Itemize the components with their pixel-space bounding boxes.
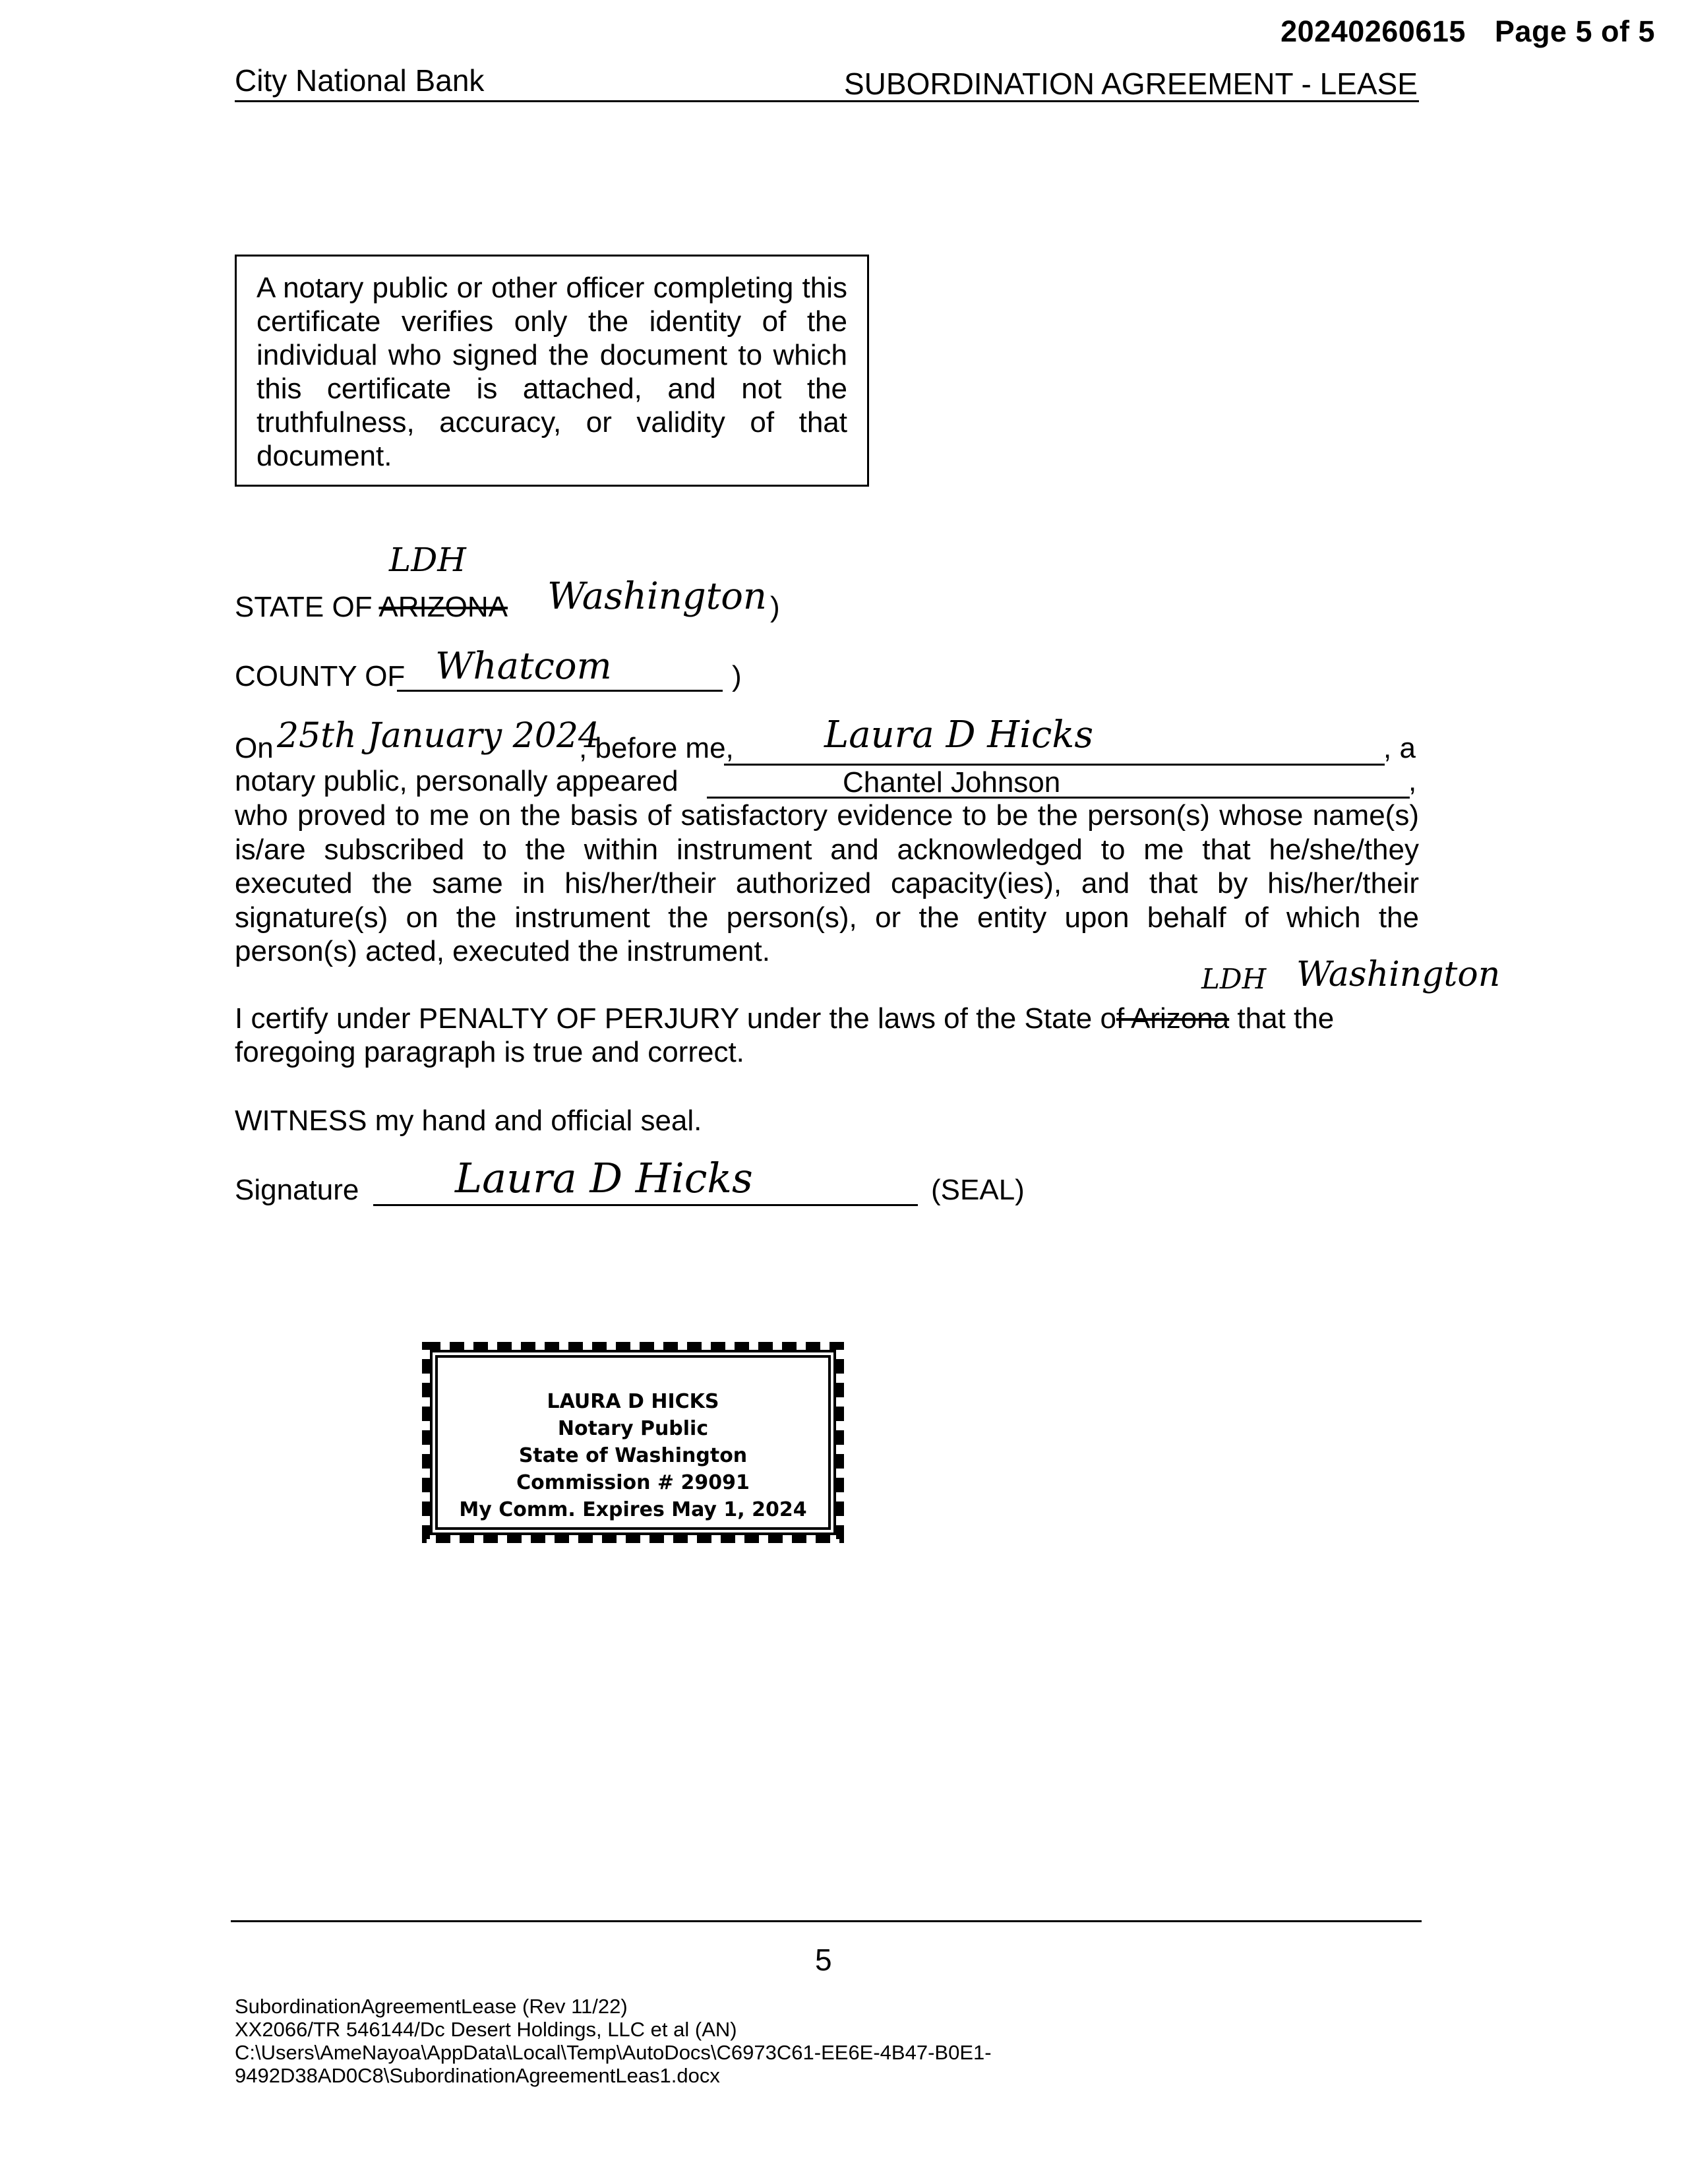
state-initials-handwritten: LDH — [389, 541, 466, 579]
document-title: SUBORDINATION AGREEMENT - LEASE — [844, 67, 1418, 101]
seal-label: (SEAL) — [931, 1174, 1025, 1206]
footer-info — [235, 1995, 992, 2087]
seal-expires: My Comm. Expires May 1, 2024 — [459, 1498, 807, 1521]
seal-state: State of Washington — [518, 1444, 748, 1467]
footer-line-2: XX2066/TR 546144/Dc Desert Holdings, LLC et al (AN) — [235, 2018, 737, 2041]
document-number-header — [1281, 15, 1655, 49]
header-rule — [235, 100, 1419, 102]
county-label: COUNTY OF — [235, 660, 406, 692]
seal-commission: Commission # 29091 — [516, 1471, 750, 1494]
notary-name-handwritten: Laura D Hicks — [824, 713, 1094, 756]
certify-handwritten: Washington — [1296, 955, 1501, 994]
recording-number: 20240260615 — [1281, 15, 1466, 48]
seal-name: LAURA D HICKS — [547, 1390, 719, 1413]
state-printed-struck: ARIZONA — [378, 591, 508, 623]
footer-line-1: SubordinationAgreementLease (Rev 11/22) — [235, 1995, 628, 2018]
certify-line-2: foregoing paragraph is true and correct. — [235, 1036, 744, 1068]
county-paren: ) — [732, 660, 742, 692]
appeared-name: Chantel Johnson — [843, 766, 1061, 799]
state-paren: ) — [770, 591, 780, 623]
seal-text-block — [435, 1355, 831, 1530]
signature-underline — [373, 1204, 918, 1206]
footer-line-3: C:\Users\AmeNayoa\AppData\Local\Temp\AutoDocs\C6973C61-EE6E-4B47-B0E1- — [235, 2041, 992, 2064]
certify-start: I certify under PENALTY OF PERJURY under the laws of the State o — [235, 1002, 1116, 1035]
notary-notice-box: A notary public or other officer completing this certificate verifies only the identity of the individual who signed the document to which this certificate is attached, and not the truthfulness, accuracy, or validity of that document. — [235, 255, 869, 487]
date-handwritten: 25th January 2024 — [277, 716, 601, 756]
county-underline — [397, 690, 723, 692]
notary-name-underline — [724, 764, 1385, 766]
signature-handwritten: Laura D Hicks — [455, 1154, 753, 1202]
certify-initials-handwritten: LDH — [1201, 963, 1267, 995]
certify-line-1 — [235, 1002, 1334, 1035]
acknowledgment-paragraph: who proved to me on the basis of satisfactory evidence to be the person(s) whose name(s) is/are subscribed to the within instrument and acknowledged to me that he/she/they executed the same in his/her/their authorized capacity(ies), and that by his/her/their signature(s) on the instrument the person(s), or the entity upon behalf of which the person(s) acted, executed the instrument. — [235, 799, 1419, 967]
state-label: STATE OF — [235, 591, 373, 623]
notary-seal-stamp — [422, 1342, 844, 1543]
appeared-text: notary public, personally appeared — [235, 765, 678, 797]
signature-label: Signature — [235, 1174, 359, 1206]
footer-line-4: 9492D38AD0C8\SubordinationAgreementLeas1.docx — [235, 2064, 720, 2087]
on-label: On — [235, 732, 274, 764]
page-number: 5 — [815, 1943, 832, 1977]
appeared-comma: , — [1408, 765, 1417, 797]
state-handwritten: Washington — [547, 575, 767, 618]
before-me-label: , before me, — [579, 732, 734, 764]
footer-rule — [231, 1920, 1422, 1922]
certify-struck: f Arizona — [1116, 1002, 1230, 1035]
seal-title: Notary Public — [557, 1417, 709, 1440]
a-label: , a — [1383, 732, 1416, 764]
certify-end: that the — [1229, 1002, 1335, 1035]
county-handwritten: Whatcom — [435, 645, 612, 688]
state-line — [235, 591, 508, 624]
bank-name: City National Bank — [235, 63, 485, 98]
page-label: Page 5 of 5 — [1494, 15, 1655, 48]
witness-line: WITNESS my hand and official seal. — [235, 1105, 702, 1137]
